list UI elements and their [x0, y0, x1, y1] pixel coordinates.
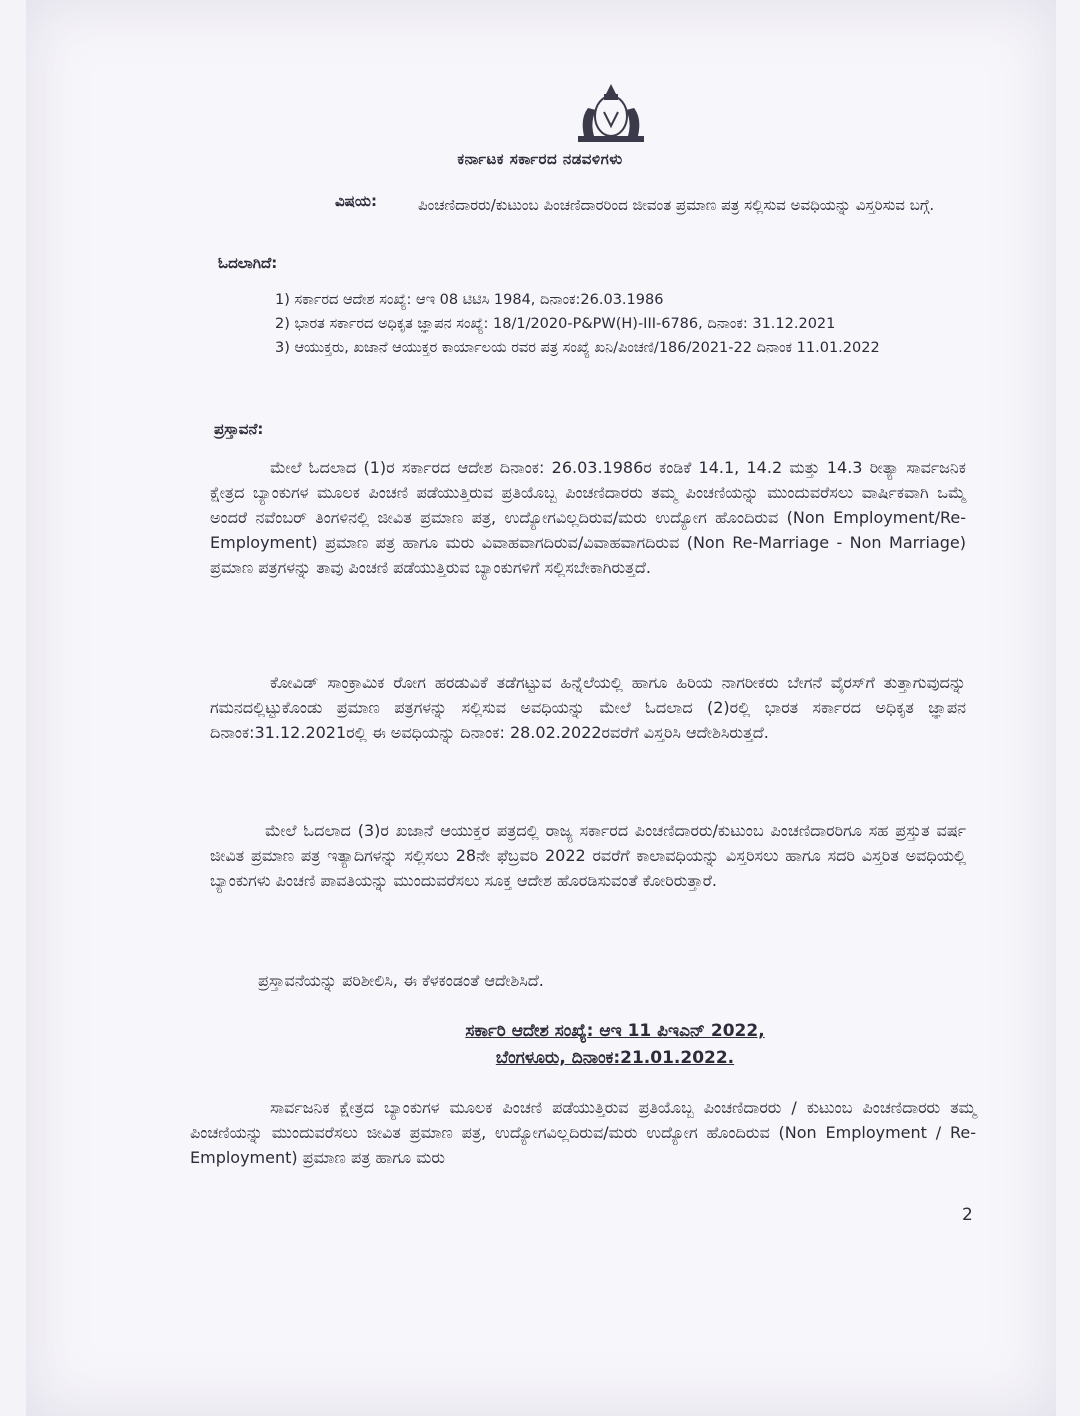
page-number: 2	[962, 1205, 973, 1225]
preamble-paragraph: ಕೋವಿಡ್ ಸಾಂಕ್ರಾಮಿಕ ರೋಗ ಹರಡುವಿಕೆ ತಡೆಗಟ್ಟುವ ಹಿನ್ನೆಲೆಯಲ್ಲಿ ಹಾಗೂ ಹಿರಿಯ ನಾಗರೀಕರು ಬೇಗನೆ ವೈರಸ್‌ಗೆ ತುತ್ತಾಗುವುದನ್ನು ಗಮನದಲ್ಲಿಟ್ಟುಕೊಂಡು ಪ್ರಮಾಣ ಪತ್ರಗಳನ್ನು ಸಲ್ಲಿಸುವ ಅವಧಿಯನ್ನು ಮೇಲೆ ಓದಲಾದ (2)ರಲ್ಲಿ ಭಾರತ ಸರ್ಕಾರದ ಅಧಿಕೃತ ಜ್ಞಾಪನ ದಿನಾಂಕ:31.12.2021ರಲ್ಲಿ ಈ ಅವಧಿಯನ್ನು ದಿನಾಂಕ: 28.02.2022ರವರೆಗೆ ವಿಸ್ತರಿಸಿ ಆದೇಶಿಸಿರುತ್ತದೆ.	[210, 673, 966, 742]
references-title: ಓದಲಾಗಿದೆ:	[218, 254, 278, 272]
order-body: ಸಾರ್ವಜನಿಕ ಕ್ಷೇತ್ರದ ಬ್ಯಾಂಕುಗಳ ಮೂಲಕ ಪಿಂಚಣಿ ಪಡೆಯುತ್ತಿರುವ ಪ್ರತಿಯೊಬ್ಬ ಪಿಂಚಣಿದಾರರು / ಕುಟುಂಬ ಪಿಂಚಣಿದಾರರು ತಮ್ಮ ಪಿಂಚಣಿಯನ್ನು ಮುಂದುವರೆಸಲು ಜೀವಿತ ಪ್ರಮಾಣ ಪತ್ರ, ಉದ್ಯೋಗವಿಲ್ಲದಿರುವ/ಮರು ಉದ್ಯೋಗ ಹೊಂದಿರುವ (Non Employment / Re-Employment) ಪ್ರಮಾಣ ಪತ್ರ ಹಾಗೂ ಮರು	[190, 1098, 976, 1167]
karnataka-state-emblem-icon	[566, 78, 656, 148]
order-number: ಸರ್ಕಾರಿ ಆದೇಶ ಸಂಖ್ಯೆ: ಆಇ 11 ಪಿಇಎನ್ 2022,	[465, 1021, 765, 1041]
order-place-date: ಬೆಂಗಳೂರು, ದಿನಾಂಕ:21.01.2022.	[495, 1048, 735, 1068]
subject-text: ಪಿಂಚಣಿದಾರರು/ಕುಟುಂಬ ಪಿಂಚಣಿದಾರರಿಂದ ಜೀವಂತ ಪ್ರಮಾಣ ಪತ್ರ ಸಲ್ಲಿಸುವ ಅವಧಿಯನ್ನು ವಿಸ್ತರಿಸುವ ಬಗ್ಗೆ.	[418, 196, 935, 214]
preamble-paragraph: ಮೇಲೆ ಓದಲಾದ (3)ರ ಖಜಾನೆ ಆಯುಕ್ತರ ಪತ್ರದಲ್ಲಿ ರಾಜ್ಯ ಸರ್ಕಾರದ ಪಿಂಚಣಿದಾರರು/ಕುಟುಂಬ ಪಿಂಚಣಿದಾರರಿಗೂ ಸಹ ಪ್ರಸ್ತುತ ವರ್ಷ ಜೀವಿತ ಪ್ರಮಾಣ ಪತ್ರ ಇತ್ಯಾದಿಗಳನ್ನು ಸಲ್ಲಿಸಲು 28ನೇ ಫೆಬ್ರವರಿ 2022 ರವರೆಗೆ ಕಾಲಾವಧಿಯನ್ನು ವಿಸ್ತರಿಸಲು ಹಾಗೂ ಸದರಿ ವಿಸ್ತರಿತ ಅವಧಿಯಲ್ಲಿ ಬ್ಯಾಂಕುಗಳು ಪಿಂಚಣಿ ಪಾವತಿಯನ್ನು ಮುಂದುವರೆಸಲು ಸೂಕ್ತ ಆದೇಶ ಹೊರಡಿಸುವಂತೆ ಕೋರಿರುತ್ತಾರೆ.	[210, 821, 966, 890]
reference-item: 1) ಸರ್ಕಾರದ ಆದೇಶ ಸಂಖ್ಯೆ: ಆಇ 08 ಟಿಟಿಸಿ 1984, ದಿನಾಂಕ:26.03.1986	[275, 292, 664, 308]
preamble-title: ಪ್ರಸ್ತಾವನೆ:	[214, 420, 264, 438]
document-header: ಕರ್ನಾಟಕ ಸರ್ಕಾರದ ನಡವಳಿಗಳು	[457, 150, 623, 168]
preamble-paragraph: ಮೇಲೆ ಓದಲಾದ (1)ರ ಸರ್ಕಾರದ ಆದೇಶ ದಿನಾಂಕ: 26.03.1986ರ ಕಂಡಿಕೆ 14.1, 14.2 ಮತ್ತು 14.3 ರೀತ್ಯಾ ಸಾರ್ವಜನಿಕ ಕ್ಷೇತ್ರದ ಬ್ಯಾಂಕುಗಳ ಮೂಲಕ ಪಿಂಚಣಿ ಪಡೆಯುತ್ತಿರುವ ಪ್ರತಿಯೊಬ್ಬ ಪಿಂಚಣಿದಾರರು ತಮ್ಮ ಪಿಂಚಣಿಯನ್ನು ಮುಂದುವರೆಸಲು ವಾರ್ಷಿಕವಾಗಿ ಒಮ್ಮೆ ಅಂದರೆ ನವೆಂಬರ್ ತಿಂಗಳಿನಲ್ಲಿ ಜೀವಿತ ಪ್ರಮಾಣ ಪತ್ರ, ಉದ್ಯೋಗವಿಲ್ಲದಿರುವ/ಮರು ಉದ್ಯೋಗ ಹೊಂದಿರುವ (Non Employment/Re-Employment) ಪ್ರಮಾಣ ಪತ್ರ ಹಾಗೂ ಮರು ವಿವಾಹವಾಗದಿರುವ/ವಿವಾಹವಾಗದಿರುವ (Non Re-Marriage - Non Marriage) ಪ್ರಮಾಣ ಪತ್ರಗಳನ್ನು ತಾವು ಪಿಂಚಣಿ ಪಡೆಯುತ್ತಿರುವ ಬ್ಯಾಂಕುಗಳಿಗೆ ಸಲ್ಲಿಸಬೇಕಾಗಿರುತ್ತದೆ.	[210, 458, 966, 577]
subject-label: ವಿಷಯ:	[335, 192, 377, 210]
reference-item: 2) ಭಾರತ ಸರ್ಕಾರದ ಅಧಿಕೃತ ಜ್ಞಾಪನ ಸಂಖ್ಯೆ: 18/1/2020-P&PW(H)-III-6786, ದಿನಾಂಕ: 31.12.2021	[275, 316, 836, 332]
references-list	[275, 288, 915, 360]
preamble-paragraph: ಪ್ರಸ್ತಾವನೆಯನ್ನು ಪರಿಶೀಲಿಸಿ, ಈ ಕೆಳಕಂಡಂತೆ ಆದೇಶಿಸಿದೆ.	[258, 971, 544, 990]
reference-item: 3) ಆಯುಕ್ತರು, ಖಜಾನೆ ಆಯುಕ್ತರ ಕಾರ್ಯಾಲಯ ರವರ ಪತ್ರ ಸಂಖ್ಯೆ ಖನಿ/ಪಿಂಚಣಿ/186/2021-22 ದಿನಾಂಕ 11.01.2022	[275, 340, 880, 356]
